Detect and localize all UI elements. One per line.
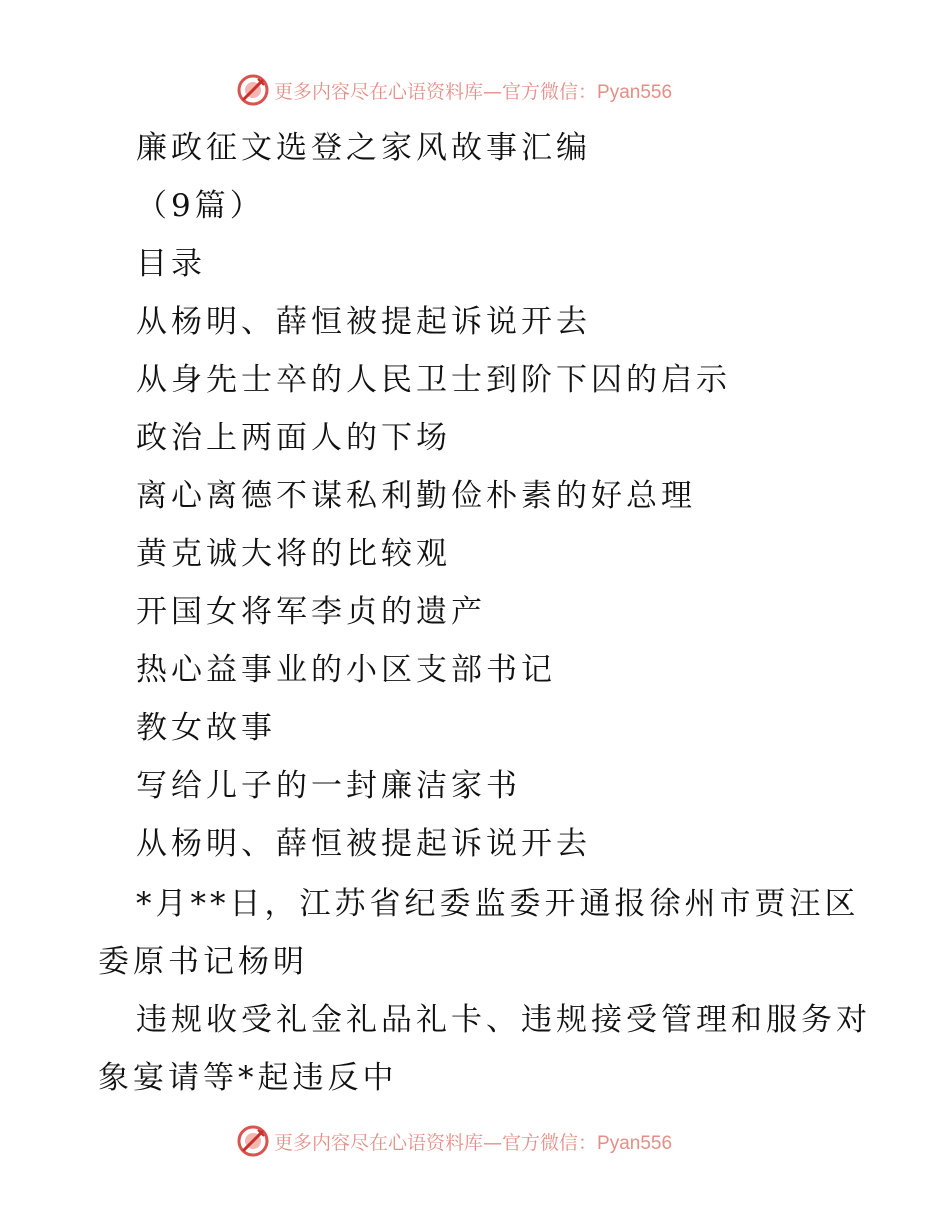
toc-item: 离心离德不谋私利勤俭朴素的好总理 [136,478,696,514]
toc-item: 政治上两面人的下场 [136,420,451,456]
section-title: 从杨明、薛恒被提起诉说开去 [136,826,591,862]
body-paragraph-line: 违规收受礼金礼品礼卡、违规接受管理和服务对 [136,1002,871,1038]
toc-item: 教女故事 [136,710,276,746]
pen-seal-icon [236,1124,270,1158]
document-title: 廉政征文选登之家风故事汇编 [136,130,591,166]
toc-item: 从杨明、薛恒被提起诉说开去 [136,304,591,340]
watermark-text: 更多内容尽在心语资料库—官方微信：Pyan556 [274,80,673,103]
body-paragraph-line: *月**日，江苏省纪委监委开通报徐州市贾汪区 [136,886,860,922]
document-count: （9篇） [136,188,265,224]
toc-item: 开国女将军李贞的遗产 [136,594,486,630]
body-paragraph-line: 委原书记杨明 [98,944,308,980]
watermark-header [236,72,672,108]
toc-item: 热心益事业的小区支部书记 [136,652,556,688]
toc-heading: 目录 [136,246,206,282]
watermark-footer [236,1123,672,1159]
toc-item: 从身先士卒的人民卫士到阶下囚的启示 [136,362,731,398]
watermark-account: Pyan556 [597,81,673,103]
toc-item: 黄克诚大将的比较观 [136,536,451,572]
watermark-text: 更多内容尽在心语资料库—官方微信：Pyan556 [274,1131,673,1154]
watermark-account: Pyan556 [597,1132,673,1154]
body-paragraph-line: 象宴请等*起违反中 [98,1060,398,1096]
toc-item: 写给儿子的一封廉洁家书 [136,768,521,804]
pen-seal-icon [236,73,270,107]
